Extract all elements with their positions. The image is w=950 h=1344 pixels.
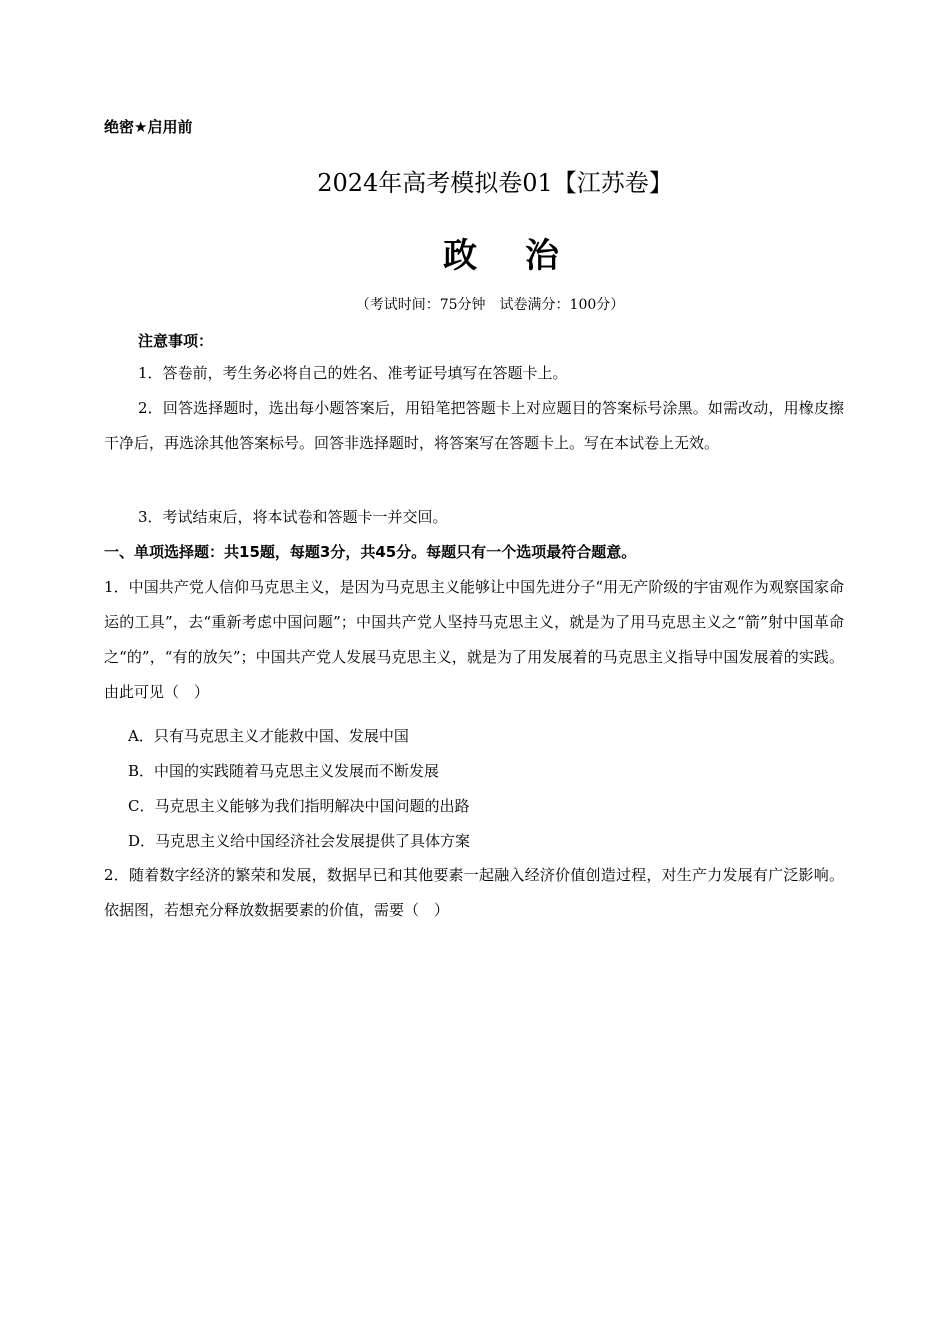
question-option: B．中国的实践随着马克思主义发展而不断发展 — [128, 762, 440, 780]
notice-title: 注意事项： — [138, 332, 214, 350]
notice-item: 2．回答选择题时，选出每小题答案后，用铅笔把答题卡上对应题目的答案标号涂黑。如需改动，用橡皮擦干净后，再选涂其他答案标号。回答非选择题时，将答案写在答题卡上。写在本试卷上无效。 — [104, 399, 844, 452]
subject-title: 政 治 — [443, 236, 577, 276]
question-option: A．只有马克思主义才能救中国、发展中国 — [128, 727, 409, 745]
section-heading: 一、单项选择题：共15题，每题3分，共45分。每题只有一个选项最符合题意。 — [104, 543, 637, 561]
exam-title: 2024年高考模拟卷01【江苏卷】 — [317, 169, 673, 197]
notice-item: 3．考试结束后，将本试卷和答题卡一并交回。 — [138, 508, 448, 526]
confidential-label: 绝密★启用前 — [104, 118, 193, 136]
question-option: C．马克思主义能够为我们指明解决中国问题的出路 — [128, 797, 470, 815]
exam-info: （考试时间：75分钟 试卷满分：100分） — [355, 297, 625, 313]
notice-item: 1．答卷前，考生务必将自己的姓名、准考证号填写在答题卡上。 — [138, 364, 568, 382]
question-stem: 2．随着数字经济的繁荣和发展，数据早已和其他要素一起融入经济价值创造过程，对生产力发展有广泛影响。依据图，若想充分释放数据要素的价值，需要（ ） — [104, 866, 844, 919]
question-stem: 1．中国共产党人信仰马克思主义，是因为马克思主义能够让中国先进分子“用无产阶级的宇宙观作为观察国家命运的工具”，去“重新考虑中国问题”；中国共产党人坚持马克思主义，就是为了用马克思主义之“箭”射中国革命之“的”，“有的放矢”；中国共产党人发展马克思主义，就是为了用发展着的马克思主义指导中国发展着的实践。由此可见（ ） — [104, 578, 844, 701]
question-option: D．马克思主义给中国经济社会发展提供了具体方案 — [128, 832, 471, 850]
